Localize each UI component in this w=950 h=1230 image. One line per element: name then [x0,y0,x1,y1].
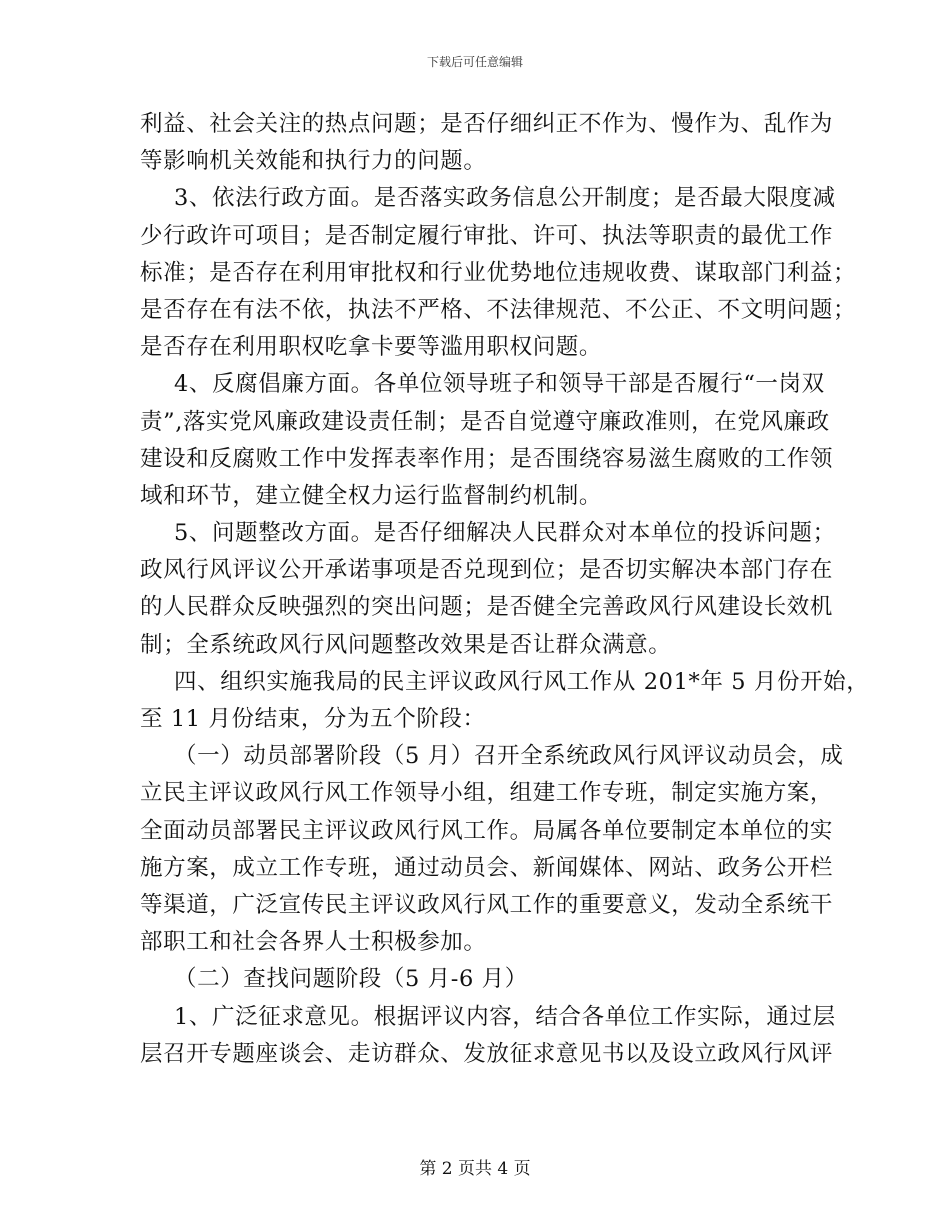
paragraph [140,999,836,1073]
text-line: 1、广泛征求意见。根据评议内容，结合各单位工作实际，通过层 [174,1003,836,1030]
text-line: 制；全系统政风行风问题整改效果是否让群众满意。 [140,631,672,658]
paragraph [140,664,870,738]
text-line: （一）动员部署阶段（5 月）召开全系统政风行风评议动员会，成 [174,743,844,770]
text-line: 施方案，成立工作专班，通过动员会、新闻媒体、网站、政务公开栏 [140,854,834,881]
text-line: 4、反腐倡廉方面。各单位领导班子和领导干部是否履行“一岗双 [174,371,825,398]
text-line: 等影响机关效能和执行力的问题。 [140,148,487,175]
text-line: 是否存在利用职权吃拿卡要等滥用职权问题。 [140,334,603,361]
text-line: 层召开专题座谈会、走访群众、发放征求意见书以及设立政风行风评 [140,1040,834,1067]
paragraph [140,106,834,180]
text-line: 是否存在有法不依，执法不严格、不法律规范、不公正、不文明问题； [140,296,857,323]
paragraph [140,180,857,366]
document-body [140,106,870,1073]
page-footer: 第 2 页共 4 页 [419,1159,531,1179]
text-line: （二）查找问题阶段（5 月-6 月） [174,966,528,993]
text-line: 域和环节，建立健全权力运行监督制约机制。 [140,482,603,509]
text-line: 立民主评议政风行风工作领导小组，组建工作专班，制定实施方案， [140,780,834,807]
text-line: 利益、社会关注的热点问题；是否仔细纠正不作为、慢作为、乱作为 [140,111,834,137]
text-line: 建设和反腐败工作中发挥表率作用；是否围绕容易滋生腐败的工作领 [140,445,834,472]
text-line: 标准；是否存在利用审批权和行业优势地位违规收费、谋取部门利益； [140,259,857,286]
paragraph [140,366,834,515]
page-header: 下载后可任意编辑 [426,55,523,69]
text-line: 政风行风评议公开承诺事项是否兑现到位；是否切实解决本部门存在 [140,557,834,584]
text-line: 少行政许可项目；是否制定履行审批、许可、执法等职责的最优工作 [140,222,834,249]
text-line: 3、依法行政方面。是否落实政务信息公开制度；是否最大限度减 [174,185,836,212]
paragraph [140,961,830,998]
text-line: 的人民群众反映强烈的突出问题；是否健全完善政风行风建设长效机 [140,594,834,621]
text-line: 全面动员部署民主评议政风行风工作。局属各单位要制定本单位的实 [140,817,834,844]
text-line: 5、问题整改方面。是否仔细解决人民群众对本单位的投诉问题； [174,520,836,547]
paragraph [140,515,836,664]
text-line: 等渠道，广泛宣传民主评议政风行风工作的重要意义，发动全系统干 [140,891,834,918]
text-line: 四、组织实施我局的民主评议政风行风工作从 201*年 5 月份开始， [174,668,870,695]
text-line: 部职工和社会各界人士积极参加。 [140,929,487,956]
paragraph [140,738,844,961]
text-line: 至 11 月份结束，分为五个阶段： [140,706,486,732]
text-line: 责”,落实党风廉政建设责任制；是否自觉遵守廉政准则，在党风廉政 [140,408,830,435]
